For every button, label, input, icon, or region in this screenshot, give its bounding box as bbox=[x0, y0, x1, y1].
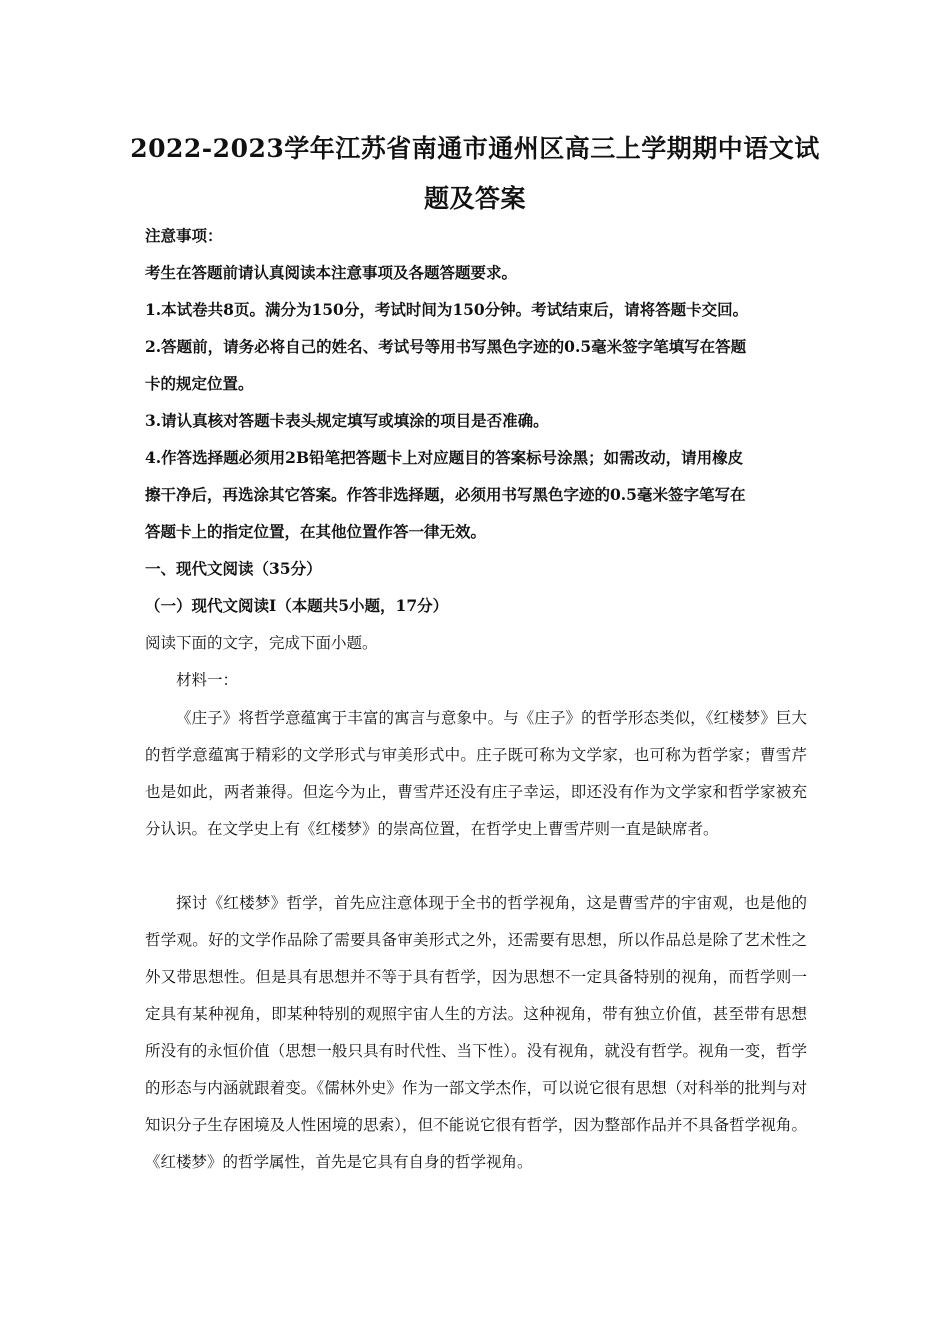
material-label: 材料一： bbox=[176, 671, 239, 689]
section-heading: 一、现代文阅读（35分） bbox=[145, 559, 322, 578]
notice-item-4: 4.作答选择题必须用2B铅笔把答题卡上对应题目的答案标号涂黑；如需改动，请用橡皮 bbox=[145, 448, 744, 467]
reading-instruction: 阅读下面的文字，完成下面小题。 bbox=[145, 634, 378, 652]
notice-item-3: 3.请认真核对答题卡表头规定填写或填涂的项目是否准确。 bbox=[145, 411, 549, 430]
notice-item-2: 2.答题前，请务必将自己的姓名、考试号等用书写黑色字迹的0.5毫米签字笔填写在答题 bbox=[145, 337, 747, 356]
notice-item-4-continued-b: 答题卡上的指定位置，在其他位置作答一律无效。 bbox=[145, 522, 487, 541]
document-title: 2022-2023学年江苏省南通市通州区高三上学期期中语文试题及答案 bbox=[130, 134, 820, 213]
notice-item-4-continued-a: 擦干净后，再选涂其它答案。作答非选择题，必须用书写黑色字迹的0.5毫米签字笔写在 bbox=[145, 485, 746, 504]
notice-item-2-continued: 卡的规定位置。 bbox=[145, 374, 254, 393]
paragraph-2: 探讨《红楼梦》哲学，首先应注意体现于全书的哲学视角，这是曹雪芹的宇宙观，也是他的哲学观。好的文学作品除了需要具备审美形式之外，还需要有思想，所以作品总是除了艺术性之外又带思想性。但是具有思想并不等于具有哲学，因为思想不一定具备特别的视角，而哲学则一定具有某种视角，即某种特别的观照宇宙人生的方法。这种视角，带有独立价值，甚至带有思想所没有的永恒价值（思想一般只具有时代性、当下性）。没有视角，就没有哲学。视角一变，哲学的形态与内涵就跟着变。《儒林外史》作为一部文学杰作，可以说它很有思想（对科举的批判与对知识分子生存困境及人性困境的思索），但不能说它很有哲学，因为整部作品并不具备哲学视角。《红楼梦》的哲学属性，首先是它具有自身的哲学视角。 bbox=[145, 894, 807, 1171]
subsection-heading: （一）现代文阅读Ⅰ（本题共5小题，17分） bbox=[145, 596, 449, 615]
paragraph-1: 《庄子》将哲学意蕴寓于丰富的寓言与意象中。与《庄子》的哲学形态类似，《红楼梦》巨大的哲学意蕴寓于精彩的文学形式与审美形式中。庄子既可称为文学家，也可称为哲学家；曹雪芹也是如此，两者兼得。但迄今为止，曹雪芹还没有庄子幸运，即还没有作为文学家和哲学家被充分认识。在文学史上有《红楼梦》的崇高位置，在哲学史上曹雪芹则一直是缺席者。 bbox=[145, 709, 807, 838]
notice-intro: 考生在答题前请认真阅读本注意事项及各题答题要求。 bbox=[145, 263, 518, 282]
notice-item-1: 1.本试卷共8页。满分为150分，考试时间为150分钟。考试结束后，请将答题卡交回。 bbox=[145, 300, 749, 319]
notice-heading: 注意事项： bbox=[145, 226, 223, 245]
